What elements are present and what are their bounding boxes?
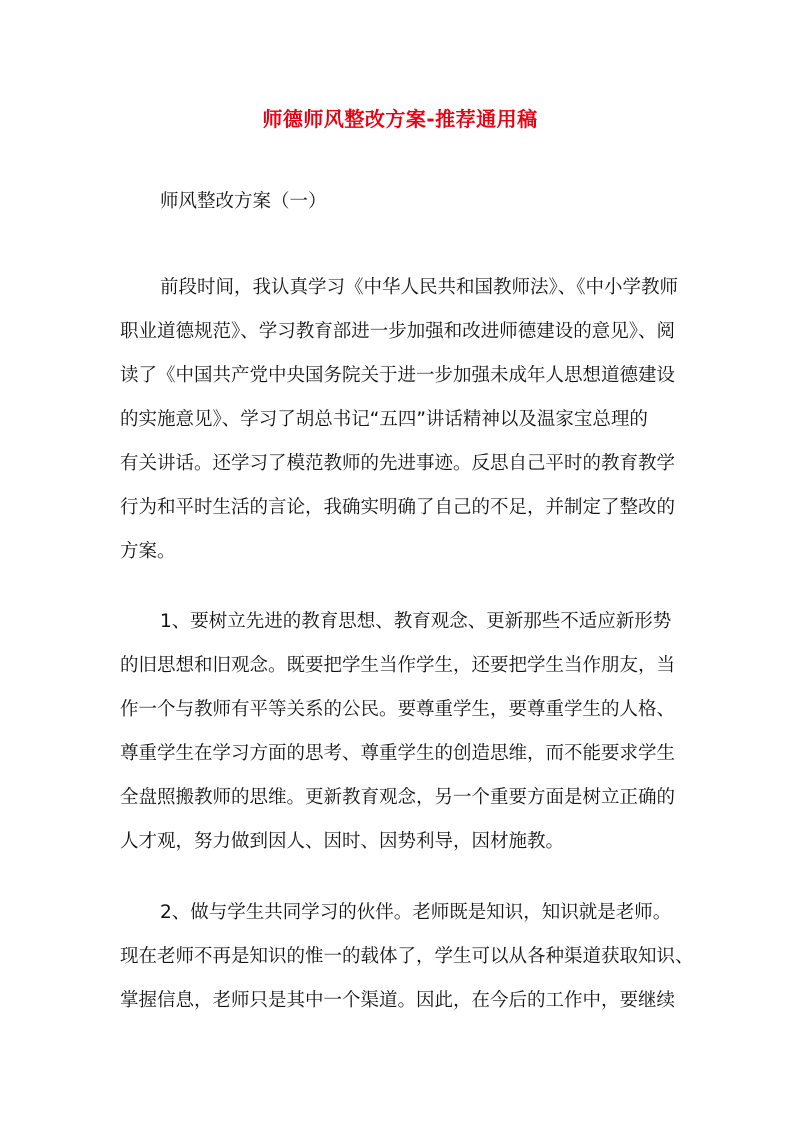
paragraph-line: 的实施意见》、学习了胡总书记“五四”讲话精神以及温家宝总理的: [120, 409, 648, 430]
paragraph-line: 尊重学生在学习方面的思考、尊重学生的创造思维，而不能要求学生: [120, 743, 676, 764]
paragraph-line: 掌握信息，老师只是其中一个渠道。因此，在今后的工作中，要继续: [120, 990, 676, 1011]
paragraph-line: 人才观，努力做到因人、因时、因势利导，因材施教。: [120, 831, 565, 852]
paragraph-line: 的旧思想和旧观念。既要把学生当作学生，还要把学生当作朋友，当: [120, 655, 676, 676]
paragraph-line: 读了《中国共产党中央国务院关于进一步加强未成年人思想道德建设: [120, 365, 676, 386]
paragraph-intro: [120, 266, 690, 574]
paragraph-line: 方案。: [120, 541, 176, 562]
paragraph-point-1: [120, 600, 690, 864]
paragraph-line: 行为和平时生活的言论，我确实明确了自己的不足，并制定了整改的: [120, 497, 676, 518]
document-title: 师德师风整改方案-推荐通用稿: [262, 107, 538, 131]
paragraph-line: 1、要树立先进的教育思想、教育观念、更新那些不适应新形势: [160, 611, 672, 632]
section-heading: 师风整改方案（一）: [160, 191, 327, 212]
paragraph-line: 2、做与学生共同学习的伙伴。老师既是知识，知识就是老师。: [160, 902, 672, 923]
paragraph-line: 有关讲话。还学习了模范教师的先进事迹。反思自己平时的教育教学: [120, 453, 676, 474]
paragraph-line: 作一个与教师有平等关系的公民。要尊重学生，要尊重学生的人格、: [120, 699, 676, 720]
paragraph-line: 前段时间，我认真学习《中华人民共和国教师法》、《中小学教师: [160, 277, 679, 298]
paragraph-point-2: [120, 891, 694, 1023]
paragraph-line: 职业道德规范》、学习教育部进一步加强和改进师德建设的意见》、阅: [120, 321, 676, 342]
paragraph-line: 全盘照搬教师的思维。更新教育观念，另一个重要方面是树立正确的: [120, 787, 676, 808]
paragraph-line: 现在老师不再是知识的惟一的载体了，学生可以从各种渠道获取知识、: [120, 946, 694, 967]
